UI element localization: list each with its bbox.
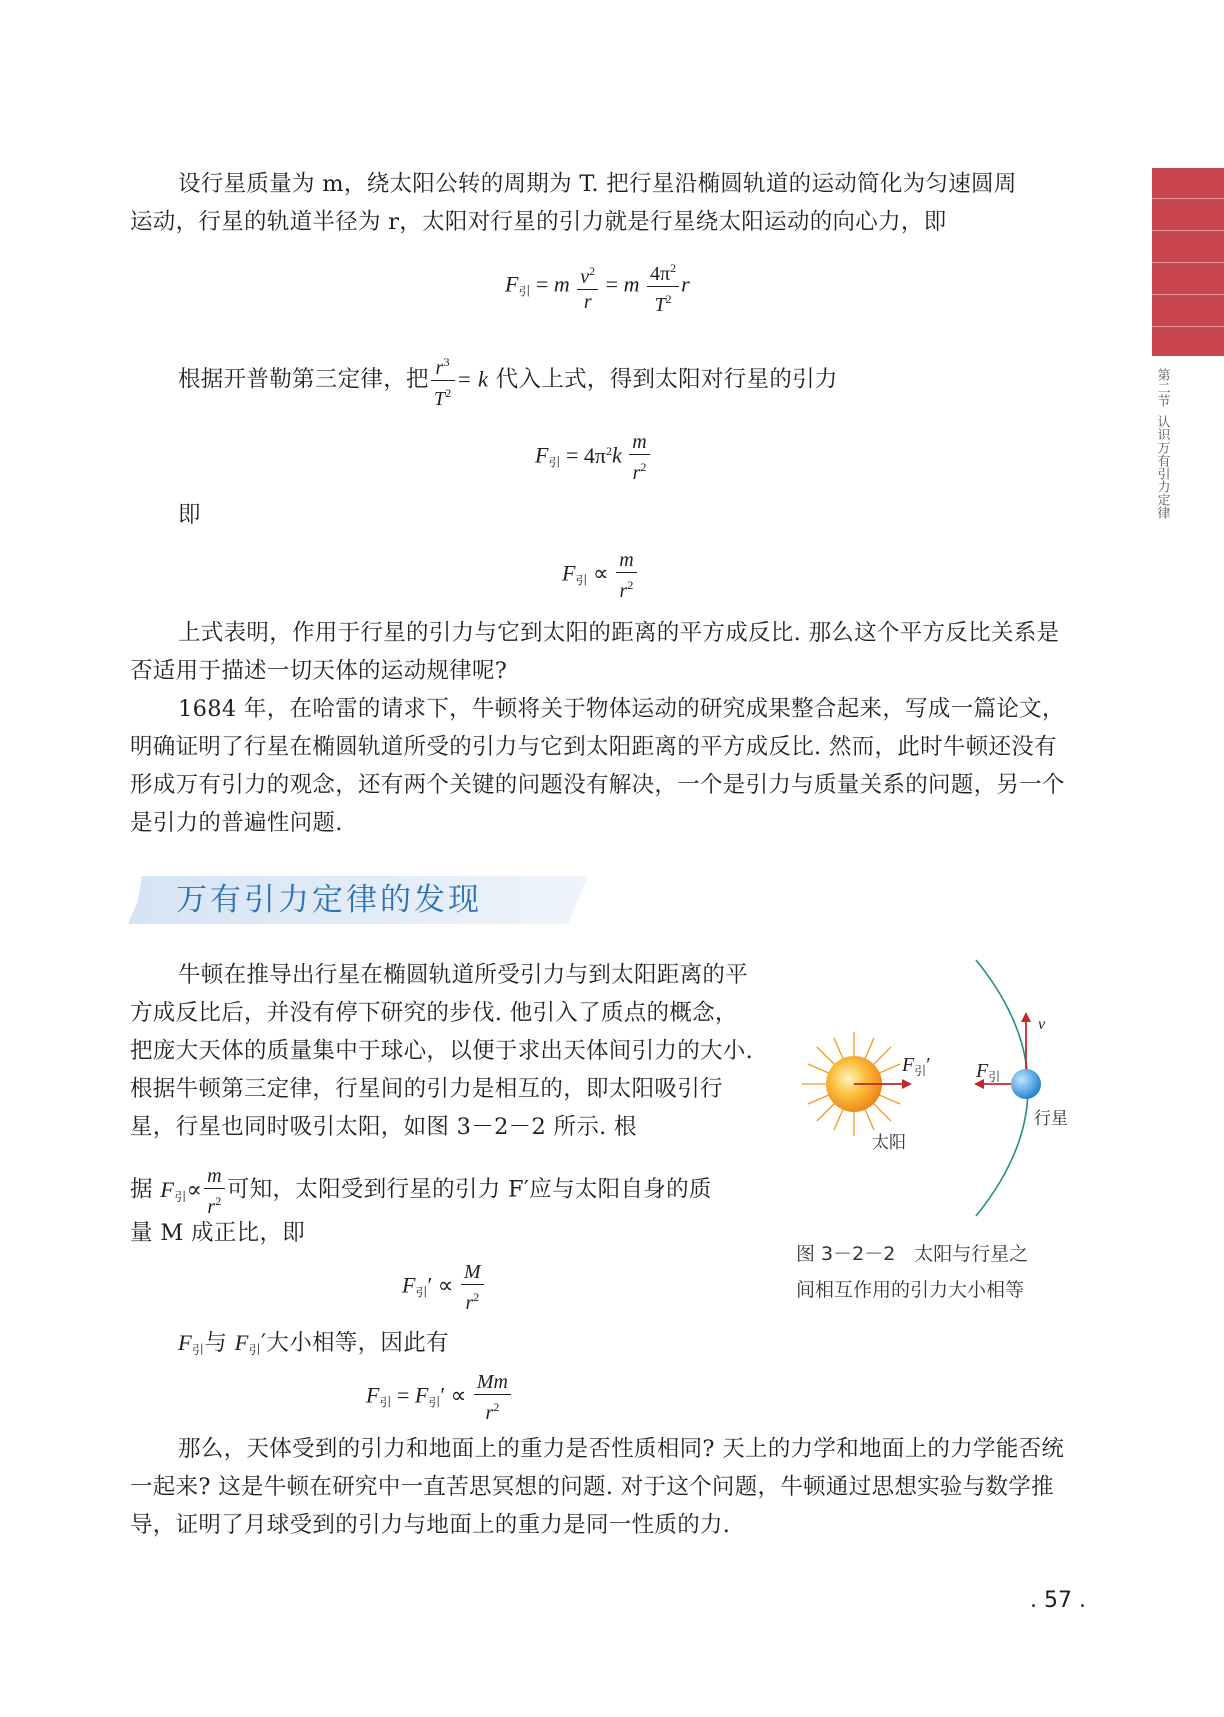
figure-sun-planet (790, 958, 1090, 1220)
paragraph-4: 上式表明，作用于行星的引力与它到太阳的距离的平方成反比. 那么这个平方反比关系是否适用于描述一切天体的运动规律呢? (130, 620, 1060, 684)
formula-proportional-planet: $F_引$ ∝ $\frac{m}{r^2}$ (562, 548, 639, 603)
paragraph-6: 牛顿在推导出行星在椭圆轨道所受引力与到太阳距离的平方成反比后，并没有停下研究的步伐. 他引入了质点的概念，把庞大天体的质量集中于球心，以便于求出天体间引力的大小. 根据牛顿第三定律，行星间的引力是相互的，即太阳吸引行星，行星也同时吸引太阳，如图 3－2－2 所示. 根 (130, 962, 754, 1140)
chapter-side-tab (1152, 168, 1224, 356)
figure-caption (796, 1236, 1096, 1308)
formula-centripetal: $F_引 = m$ $\frac{v^2}{r}$ = m $\frac{4\pi^2}{T^2}$ r (505, 256, 690, 317)
label-planet: 行星 (1034, 1109, 1068, 1129)
side-section-number: 第二节 (1154, 368, 1170, 407)
paragraph-8: $F_引$与 $F_引'$大小相等，因此有 (178, 1330, 449, 1357)
label-force-on-planet: $F_引$ (976, 1060, 1001, 1084)
label-velocity: v (1038, 1016, 1046, 1033)
formula-sun-force: $F_引'$ ∝ $\frac{M}{r^2}$ (402, 1260, 486, 1315)
paragraph-6-last-line: 据 $F_引\propto$ $\frac{m}{r^2}$ 可知，太阳受到行星的引力 F′应与太阳自身的质 (130, 1165, 712, 1218)
paragraph-9: 那么，天体受到的引力和地面上的重力是否性质相同? 天上的力学和地面上的力学能否统一起来? 这是牛顿在研究中一直苦思冥想的问题. 对于这个问题，牛顿通过思想实验与数学推导，证明了月球受到的引力与地面上的重力是同一性质的力. (130, 1436, 1065, 1538)
label-force-on-sun: $F_引'$ (902, 1054, 931, 1078)
paragraph-7: 量 M 成正比，即 (130, 1220, 306, 1246)
section-heading: 万有引力定律的发现 (176, 882, 482, 918)
figure-caption-line-1: 图 3－2－2 太阳与行星之 (796, 1243, 1029, 1265)
side-section-title: 认识万有引力定律 (1154, 415, 1170, 519)
side-section-label (1150, 368, 1174, 519)
page-number: . 57 . (1030, 1588, 1086, 1613)
figure-caption-line-2: 间相互作用的引力大小相等 (796, 1279, 1025, 1301)
paragraph-5: 1684 年，在哈雷的请求下，牛顿将关于物体运动的研究成果整合起来，写成一篇论文，明确证明了行星在椭圆轨道所受的引力与它到太阳距离的平方成反比. 然而，此时牛顿还没有形成万有引力的观念，还有两个关键的问题没有解决，一个是引力与质量关系的问题，另一个是引力的普遍性问题. (130, 696, 1065, 836)
formula-gravitation-k: $F_引 = 4\pi^2k$ $\frac{m}{r^2}$ (535, 430, 652, 485)
paragraph-1-line-1: 设行星质量为 m，绕太阳公转的周期为 T. 把行星沿椭圆轨道的运动简化为匀速圆周 (178, 171, 1017, 197)
label-sun: 太阳 (872, 1133, 906, 1153)
paragraph-2: 根据开普勒第三定律，把 $\frac{r^3}{T^2}$ = k 代入上式，得到太阳对行星的引力 (178, 350, 838, 411)
planet (1011, 1069, 1041, 1099)
formula-universal: $F_引 = F_引'$ ∝ $\frac{Mm}{r^2}$ (366, 1370, 513, 1425)
paragraph-3: 即 (178, 502, 201, 528)
paragraph-1-line-2: 运动，行星的轨道半径为 r，太阳对行星的引力就是行星绕太阳运动的向心力，即 (130, 209, 947, 235)
